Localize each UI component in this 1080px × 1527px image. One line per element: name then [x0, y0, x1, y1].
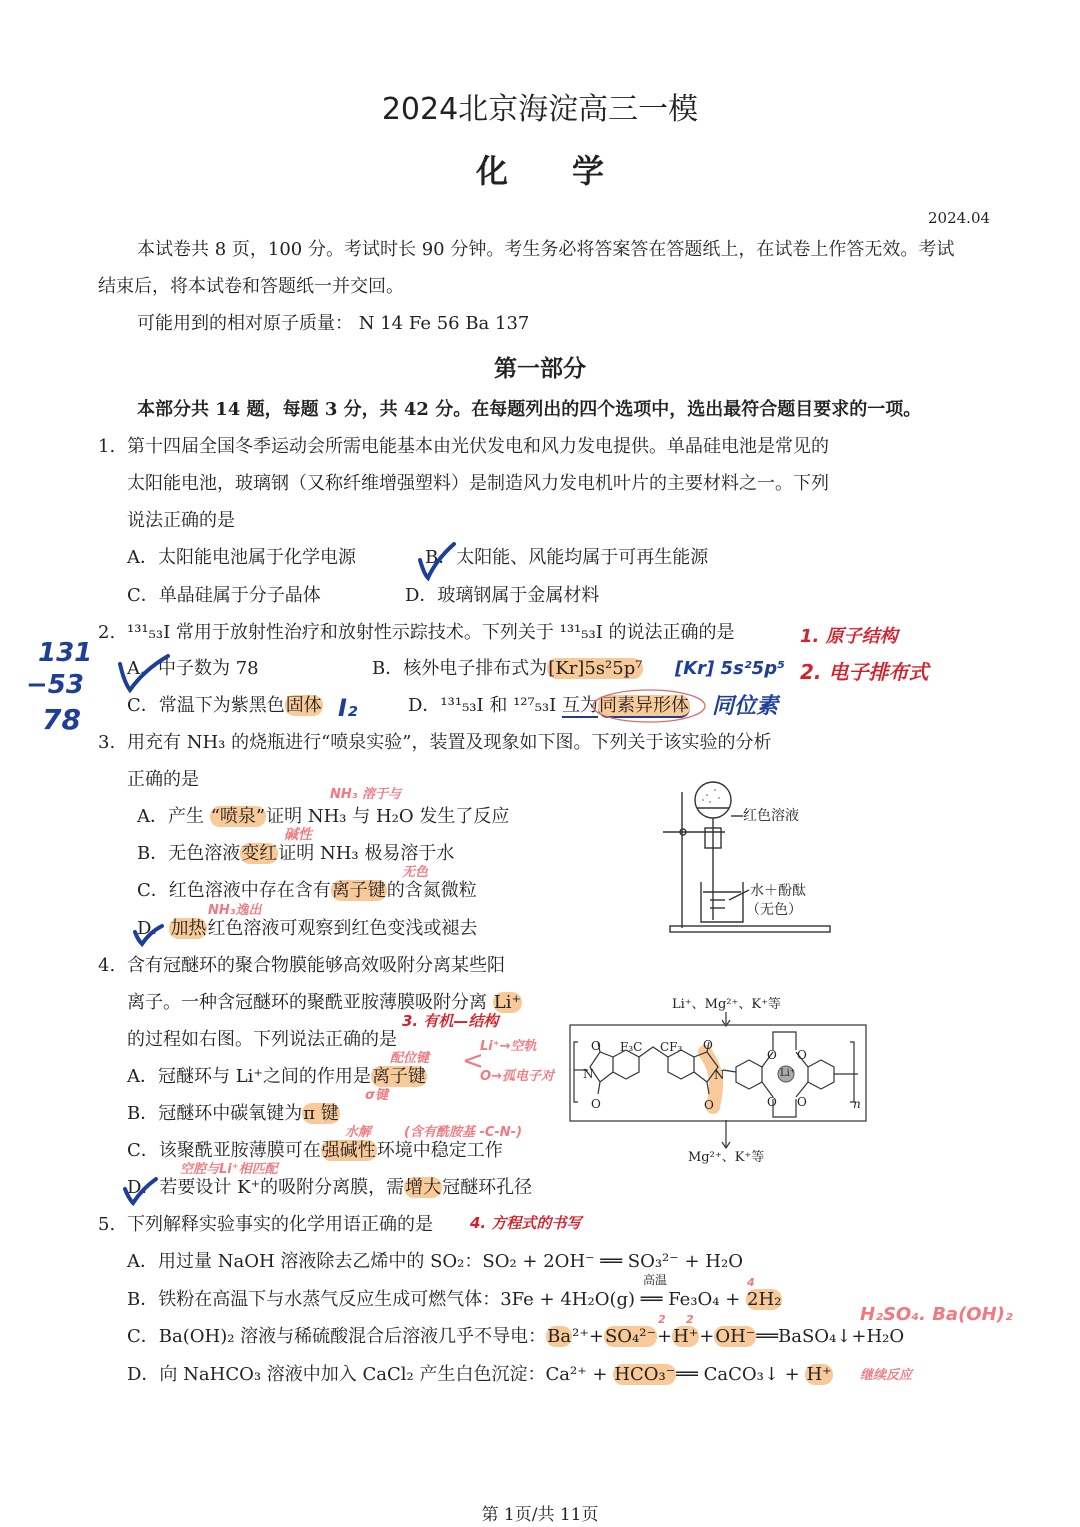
text-segment: + [699, 1326, 715, 1347]
text-segment: A．用过量 NaOH 溶液除去乙烯中的 SO₂：SO₂ + 2OH⁻ ══ SO₃²⁻ + H₂O [127, 1251, 743, 1272]
figure-label-water: 水＋酚酞 [750, 883, 806, 899]
text-segment: B．核外电子排布式为 [372, 658, 548, 679]
highlighted-text: “喷泉” [210, 806, 266, 827]
handwritten-bracket: < [462, 1046, 484, 1076]
option-c [127, 1141, 503, 1161]
option-b [127, 1104, 340, 1124]
highlighted-text: H⁺ [673, 1326, 699, 1347]
red-circle-mark [594, 691, 709, 731]
text-segment: 的过程如右图。下列说法正确的是 [127, 1029, 397, 1050]
handwritten-coefficient: 2 [686, 1313, 694, 1326]
part-instruction: 本部分共 14 题，每题 3 分，共 42 分。在每题列出的四个选项中，选出最符合题目要求的一项。 [137, 399, 922, 420]
text-segment: 第十四届全国冬季运动会所需电能基本由光伏发电和风力发电提供。单晶硅电池是常见的 [127, 436, 829, 457]
text-segment: 结束后，将本试卷和答题纸一并交回。 [98, 276, 404, 297]
option-d [127, 1178, 532, 1198]
text-segment: 证明 NH₃ 与 H₂O 发生了反应 [266, 806, 510, 827]
handwritten-note: H₂SO₄. Ba(OH)₂ [860, 1304, 1013, 1325]
text-segment: 下列解释实验事实的化学用语正确的是 [127, 1214, 433, 1235]
highlighted-text: 离子键 [371, 1066, 426, 1087]
text-segment: D．若要设计 K⁺的吸附分离膜，需 [127, 1177, 405, 1198]
handwritten-note: NH₃逸出 [208, 903, 262, 918]
handwritten-note: 碱性 [284, 827, 312, 843]
figure-label-colorless: （无色） [746, 902, 802, 918]
handwritten-calc: 78 [42, 703, 81, 736]
question-stem [127, 623, 735, 643]
checkmark-icon [122, 1177, 162, 1207]
highlighted-text: [Kr]5s²5p⁷ [548, 658, 643, 679]
handwritten-note: Li⁺→空轨 [480, 1039, 537, 1054]
text-segment: 环境中稳定工作 [376, 1140, 503, 1161]
text-segment: 的含氮微粒 [386, 880, 477, 901]
text-segment: A．产生 [137, 806, 210, 827]
text-segment: ══ CaCO₃↓ + [676, 1364, 806, 1385]
highlighted-text: 固体 [285, 695, 322, 716]
text-segment: B．铁粉在高温下与水蒸气反应生成可燃气体：3Fe + 4H₂O(g) ══ Fe₃O₄ + [127, 1289, 747, 1310]
question-number: 5. [98, 1214, 116, 1235]
handwritten-coefficient: 2 [658, 1313, 666, 1326]
option-a [127, 548, 356, 568]
option-d [127, 1365, 833, 1385]
polyimide-structure-figure [568, 1012, 868, 1152]
text-segment: 本试卷共 8 页，100 分。考试时长 90 分钟。考生务必将答案答在答题纸上，在试卷上作答无效。考试 [137, 239, 955, 260]
text-segment: 证明 NH₃ 极易溶于水 [278, 843, 455, 864]
atom-n: N [714, 1068, 725, 1082]
option-d [137, 919, 477, 939]
highlighted-text: 离子键 [331, 880, 386, 901]
question-stem [127, 1030, 397, 1050]
figure-ions-out: Mg²⁺、K⁺等 [688, 1150, 765, 1165]
text-segment: 用充有 NH₃ 的烧瓶进行“喷泉实验”，装置及现象如下图。下列关于该实验的分析 [127, 732, 772, 753]
option-b [372, 659, 643, 679]
handwritten-note: (含有酰胺基 -C-N-) [404, 1125, 523, 1140]
option-a [127, 1252, 743, 1272]
handwritten-note: 继续反应 [860, 1368, 913, 1383]
highlighted-text: π 键 [303, 1103, 339, 1124]
highlighted-text: OH⁻ [715, 1326, 756, 1347]
text-segment: 冠醚环孔径 [442, 1177, 533, 1198]
checkmark-icon [132, 922, 167, 947]
highlighted-text: 加热 [170, 918, 207, 939]
part-title: 第一部分 [494, 356, 586, 382]
option-c [127, 586, 321, 606]
figure-label-red-solution: 红色溶液 [743, 808, 799, 824]
text-segment: B．无色溶液 [137, 843, 241, 864]
question-stem [127, 733, 772, 753]
intro-line [137, 240, 954, 260]
question-stem [127, 1215, 433, 1235]
handwritten-note: O→孤电子对 [480, 1069, 554, 1084]
handwritten-calc: −53 [26, 670, 84, 700]
option-c [137, 881, 477, 901]
text-segment: A．冠醚环与 Li⁺之间的作用是 [127, 1066, 371, 1087]
text-segment: 太阳能电池，玻璃钢（又称纤维增强塑料）是制造风力发电机叶片的主要材料之一。下列 [127, 473, 829, 494]
figure-ions-in: Li⁺、Mg²⁺、K⁺等 [672, 997, 781, 1012]
handwritten-tip: 3. 有机—结构 [402, 1012, 499, 1030]
highlighted-text: 增大 [405, 1177, 442, 1198]
atom-o: O [591, 1097, 601, 1111]
option-d [405, 586, 599, 606]
question-stem [127, 770, 199, 790]
question-stem [127, 993, 522, 1013]
option-c [127, 1327, 904, 1347]
question-stem [127, 956, 505, 976]
page-footer: 第 1页/共 11页 [481, 1505, 599, 1525]
handwritten-note: σ键 [365, 1088, 389, 1103]
highlighted-text: 同素异形体 [598, 695, 689, 716]
question-number: 2. [98, 622, 116, 643]
handwritten-tip: 2. 电子排布式 [800, 660, 929, 684]
repeat-n: n [853, 1097, 861, 1111]
text-segment: + [656, 1326, 673, 1347]
handwritten-calc: 131 [38, 638, 93, 668]
text-segment: C．单晶硅属于分子晶体 [127, 585, 321, 606]
handwritten-note: 水解 [345, 1125, 372, 1140]
text-segment: C．红色溶液中存在含有 [137, 880, 331, 901]
option-b [137, 844, 454, 864]
text-segment: ¹³¹₅₃I 常用于放射性治疗和放射性示踪技术。下列关于 ¹³¹₅₃I 的说法正确的是 [127, 622, 735, 643]
highlighted-text: 强碱性 [321, 1140, 376, 1161]
question-stem [127, 437, 829, 457]
text-segment: 说法正确的是 [127, 510, 235, 531]
exam-title: 2024北京海淀高三一模 [381, 92, 699, 127]
option-b [425, 548, 708, 568]
question-stem [127, 474, 829, 494]
question-number: 1. [98, 436, 116, 457]
option-a [137, 807, 509, 827]
text-segment: C．常温下为紫黑色 [127, 695, 285, 716]
highlighted-text: SO₄²⁻ [604, 1326, 656, 1347]
highlighted-text: 变红 [241, 843, 278, 864]
handwritten-config: [Kr] 5s²5p⁵ [675, 658, 785, 679]
text-segment: D．¹³¹₅₃I 和 ¹²⁷₅₃I [408, 695, 562, 716]
highlighted-text: Ba [547, 1326, 572, 1347]
text-segment: 红色溶液可观察到红色变浅或褪去 [207, 918, 478, 939]
text-segment: D．玻璃钢属于金属材料 [405, 585, 600, 606]
atomic-masses [137, 314, 529, 334]
reaction-condition: 高温 [643, 1273, 668, 1287]
atom-n: N [583, 1067, 594, 1081]
text-segment: A．太阳能电池属于化学电源 [127, 547, 356, 568]
handwritten-i2: I₂ [338, 694, 358, 722]
highlighted-text: 2H₂ [747, 1289, 782, 1310]
question-number: 4. [98, 955, 116, 976]
exam-date: 2024.04 [928, 209, 991, 227]
text-segment: ══BaSO₄↓+H₂O [756, 1326, 905, 1347]
atom-o: O [767, 1048, 777, 1062]
highlighted-text: H⁺ [806, 1364, 832, 1385]
text-segment: D．向 NaHCO₃ 溶液中加入 CaCl₂ 产生白色沉淀：Ca²⁺ + [127, 1364, 614, 1385]
atom-o: O [591, 1039, 601, 1053]
handwritten-note: 空腔与Li⁺相匹配 [180, 1162, 278, 1177]
question-stem [127, 511, 235, 531]
text-segment: C．该聚酰亚胺薄膜可在 [127, 1140, 321, 1161]
atom-o: O [797, 1048, 807, 1062]
text-segment: 离子。一种含冠醚环的聚酰亚胺薄膜吸附分离 [127, 992, 493, 1013]
group-f3c: F₃C [620, 1040, 643, 1054]
handwritten-tip: 1. 原子结构 [800, 626, 898, 647]
atom-o: O [704, 1098, 714, 1112]
text-segment: B．太阳能、风能均属于可再生能源 [425, 547, 709, 568]
intro-line [98, 277, 404, 297]
text-segment: A．中子数为 78 [127, 658, 259, 679]
lithium-ion: Li⁺ [780, 1068, 796, 1079]
text-segment: 含有冠醚环的聚合物膜能够高效吸附分离某些阳 [127, 955, 505, 976]
text-segment: 可能用到的相对原子质量： N 14 Fe 56 Ba 137 [137, 313, 530, 334]
text-segment: B．冠醚环中碳氧键为 [127, 1103, 303, 1124]
handwritten-tip: 4. 方程式的书写 [470, 1214, 582, 1232]
subject-title: 化 学 [475, 152, 604, 190]
question-number: 3. [98, 732, 116, 753]
option-a [127, 1067, 427, 1087]
text-segment: D． [137, 918, 170, 939]
text-segment: ²⁺+ [572, 1326, 604, 1347]
highlighted-text: HCO₃⁻ [614, 1364, 676, 1385]
handwritten-note: NH₃ 溶于与 [330, 787, 401, 802]
text-segment: 正确的是 [127, 769, 199, 790]
option-b [127, 1290, 782, 1310]
group-cf3: CF₃ [660, 1040, 683, 1054]
atom-o: O [703, 1038, 713, 1052]
option-c [127, 696, 323, 716]
handwritten-note: 配位键 [390, 1051, 430, 1066]
handwritten-coefficient: 4 [747, 1276, 755, 1289]
checkmark-icon [416, 542, 461, 582]
highlighted-text: Li⁺ [493, 992, 521, 1013]
atom-o: O [797, 1095, 807, 1109]
checkmark-icon [116, 654, 176, 694]
atom-o: O [767, 1095, 777, 1109]
handwritten-isotope: 同位素 [712, 694, 779, 719]
handwritten-note: 无色 [402, 865, 429, 880]
text-segment: 互为 [561, 695, 598, 716]
text-segment: C．Ba(OH)₂ 溶液与稀硫酸混合后溶液几乎不导电： [127, 1326, 547, 1347]
